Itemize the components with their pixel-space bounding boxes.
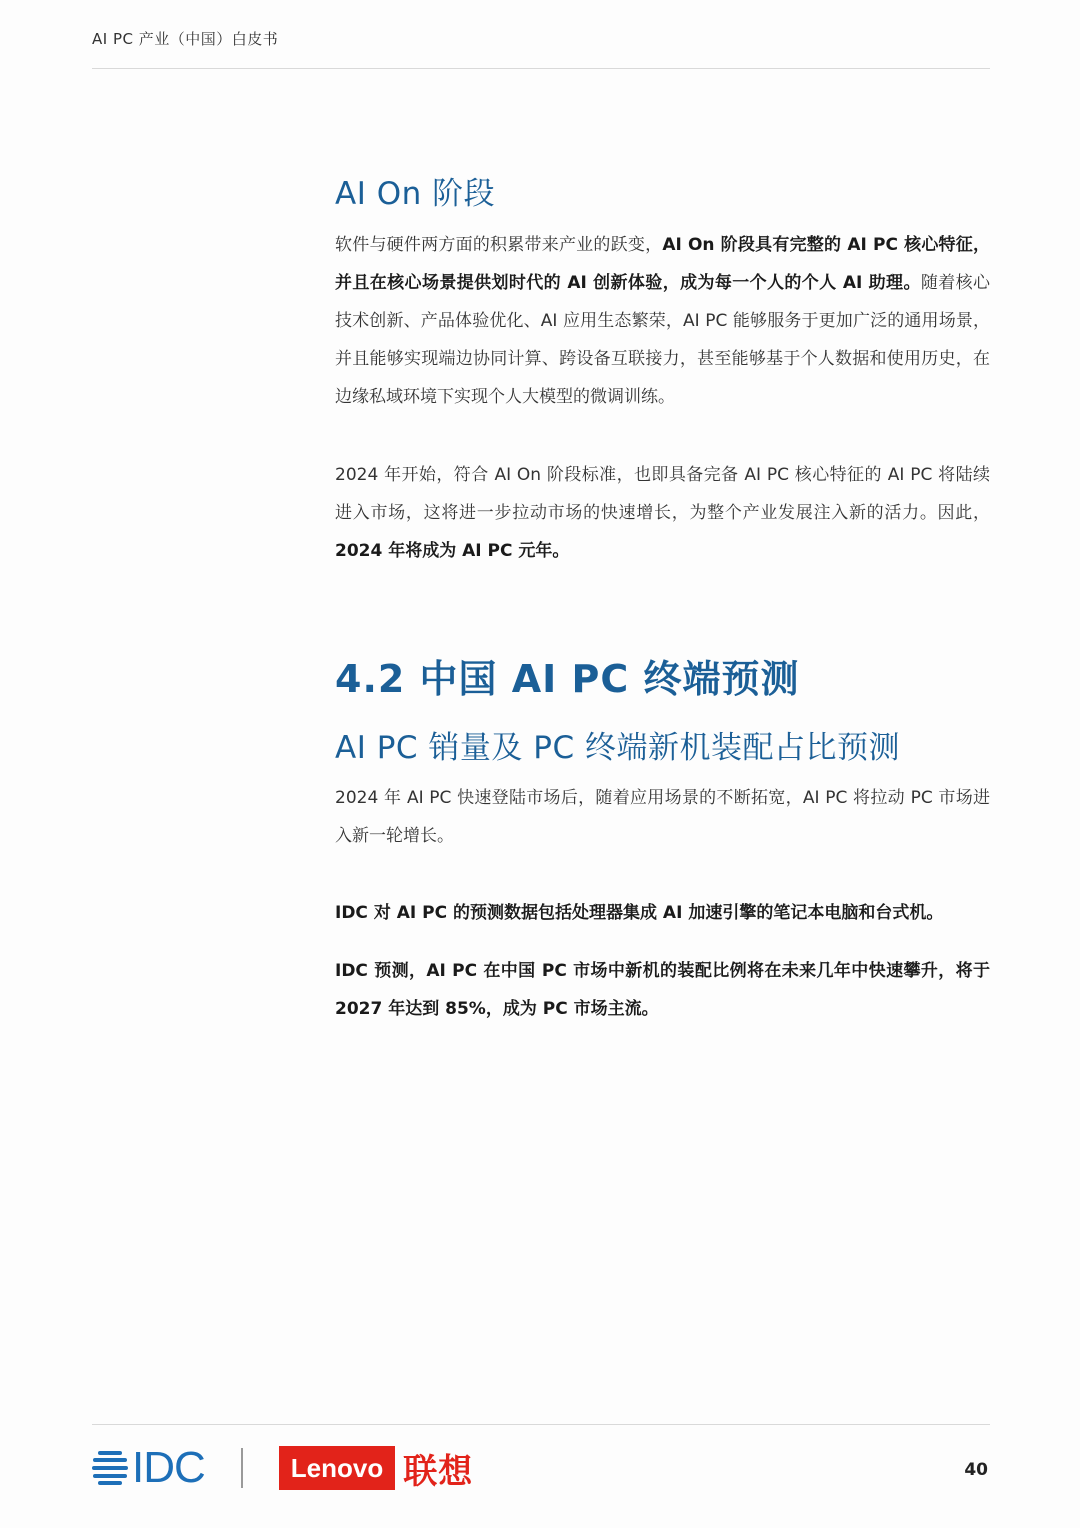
subsection-title: AI PC 销量及 PC 终端新机装配占比预测 [335,730,900,766]
lenovo-chinese-logo: 联想 [403,1451,474,1492]
bold-paragraph: IDC 对 AI PC 的预测数据包括处理器集成 AI 加速引擎的笔记本电脑和台式机。 [335,903,944,923]
paragraph-bold-text: 2024 年将成为 AI PC 元年。 [335,541,570,561]
document-header: AI PC 产业（中国）白皮书 [92,30,279,48]
section-ai-on-body [335,226,990,416]
lenovo-logo: Lenovo [279,1446,395,1490]
idc-globe-icon [92,1448,128,1488]
subsection-body-2 [335,894,990,932]
subsection-body [335,779,990,855]
section-ai-on-body-2 [335,456,990,570]
section-title: AI On 阶段 [335,176,496,212]
bold-paragraph: IDC 预测，AI PC 在中国 PC 市场中新机的装配比例将在未来几年中快速攀升，将于 2027 年达到 85%，成为 PC 市场主流。 [335,961,990,1019]
subsection-heading [335,722,990,767]
chapter-heading [335,648,990,703]
paragraph: 2024 年 AI PC 快速登陆市场后，随着应用场景的不断拓宽，AI PC 将拉动 PC 市场进入新一轮增长。 [335,788,990,846]
paragraph-text: 随着核心技术创新、产品体验优化、AI 应用生态繁荣，AI PC 能够服务于更加广泛的通用场景，并且能够实现端边协同计算、跨设备互联接力，甚至能够基于个人数据和使用历史，在边缘私域环境下实现个人大模型的微调训练。 [335,273,991,407]
idc-logo-text: IDC [132,1443,205,1492]
paragraph [335,456,990,570]
paragraph-text: 2024 年开始，符合 AI On 阶段标准，也即具备完备 AI PC 核心特征的 AI PC 将陆续进入市场，这将进一步拉动市场的快速增长，为整个产业发展注入新的活力。因此， [335,465,990,523]
idc-logo [92,1443,205,1492]
subsection-body-3 [335,952,990,1028]
chapter-title: 4.2 中国 AI PC 终端预测 [335,657,800,701]
footer-divider [92,1424,990,1425]
logo-separator [241,1448,243,1488]
footer-logos [92,1443,474,1492]
section-ai-on [335,168,990,213]
header-divider [92,68,990,69]
paragraph-text: 软件与硬件两方面的积累带来产业的跃变， [335,235,663,255]
page-number: 40 [964,1460,988,1480]
paragraph [335,226,990,416]
paragraph-bold-text: AI On 阶段具有完整的 AI PC 核心特征，并且在核心场景提供划时代的 AI 创新体验，成为每一个人的个人 AI 助理。 [335,235,991,293]
